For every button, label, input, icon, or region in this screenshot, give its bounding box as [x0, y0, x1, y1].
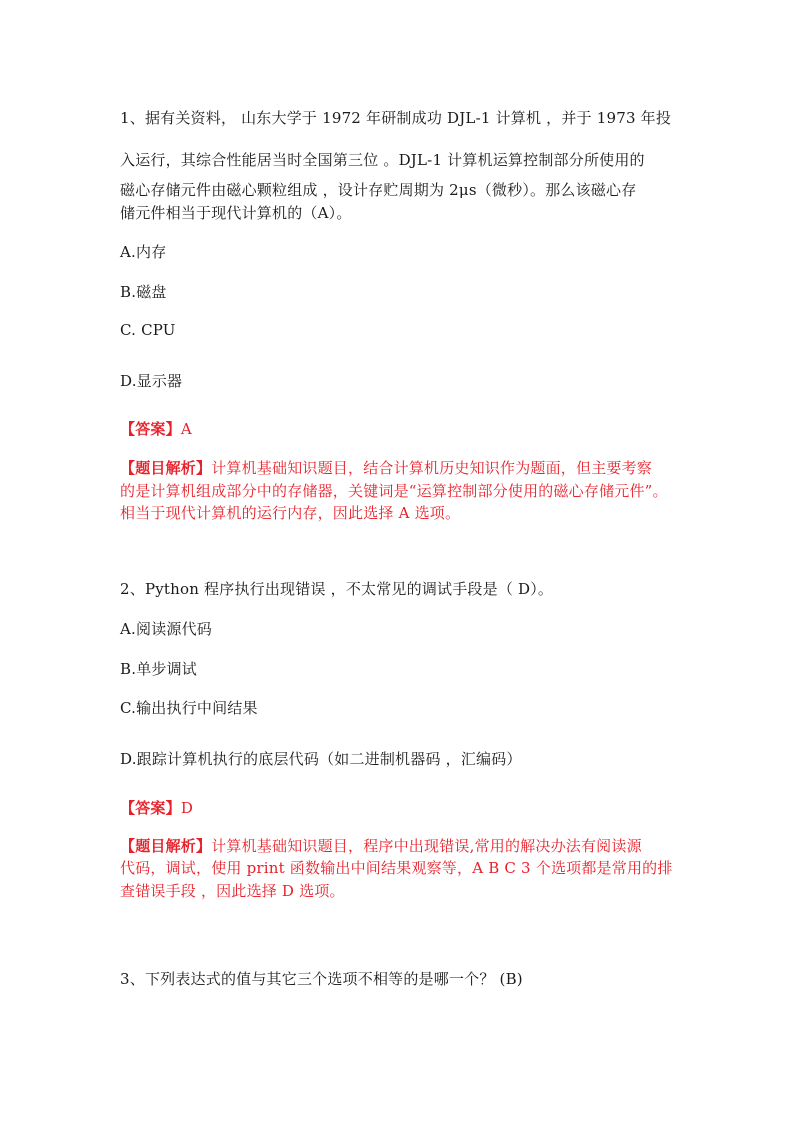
question-1-stem-line-4: 储元件相当于现代计算机的（A）。: [120, 204, 352, 222]
question-2-option-a: A.阅读源代码: [120, 620, 213, 638]
question-1-option-b: B.磁盘: [120, 283, 167, 301]
question-2-analysis-line-3: 查错误手段 ，因此选择 D 选项。: [120, 882, 345, 900]
question-2-option-b: B.单步调试: [120, 660, 197, 678]
question-1-option-c: C. CPU: [120, 321, 176, 339]
question-1-answer: [120, 420, 192, 439]
answer-value: A: [180, 420, 192, 438]
question-2-answer: [120, 799, 193, 818]
question-1-stem-line-3: 磁心存储元件由磁心颗粒组成 ，设计存贮周期为 2μs（微秒）。那么该磁心存: [120, 181, 637, 199]
question-2-stem-line-1: 2、Python 程序执行出现错误 ，不太常见的调试手段是（ D）。: [120, 580, 554, 598]
question-1-analysis-line-1: [120, 459, 652, 478]
question-1-analysis-line-3: 相当于现代计算机的运行内存，因此选择 A 选项。: [120, 504, 461, 522]
analysis-text: 计算机基础知识题目，程序中出现错误,常用的解决办法有阅读源: [211, 837, 642, 855]
question-3-stem-line-1: 3、下列表达式的值与其它三个选项不相等的是哪一个？ (B): [120, 970, 523, 988]
question-2-option-c: C.输出执行中间结果: [120, 699, 258, 717]
answer-tag: 【答案】: [120, 799, 181, 817]
question-2-option-d: D.跟踪计算机执行的底层代码（如二进制机器码 ，汇编码）: [120, 750, 522, 768]
analysis-tag: 【题目解析】: [120, 459, 212, 477]
question-2-analysis-line-1: [120, 837, 642, 856]
question-2-analysis-line-2: 代码，调试，使用 print 函数输出中间结果观察等，A B C 3 个选项都是常用的排: [120, 859, 673, 877]
question-1-stem-line-1: 1、据有关资料， 山东大学于 1972 年研制成功 DJL-1 计算机 ，并于 1973 年投: [120, 109, 672, 127]
analysis-text: 计算机基础知识题目，结合计算机历史知识作为题面，但主要考察: [211, 459, 653, 477]
analysis-tag: 【题目解析】: [120, 837, 212, 855]
question-1-option-a: A.内存: [120, 243, 167, 261]
answer-value: D: [180, 799, 194, 817]
answer-tag: 【答案】: [120, 420, 181, 438]
question-1-stem-line-2: 入运行，其综合性能居当时全国第三位 。DJL-1 计算机运算控制部分所使用的: [120, 151, 645, 169]
question-1-option-d: D.显示器: [120, 372, 183, 390]
question-1-analysis-line-2: 的是计算机组成部分中的存储器，关键词是“运算控制部分使用的磁心存储元件”。: [120, 482, 668, 500]
